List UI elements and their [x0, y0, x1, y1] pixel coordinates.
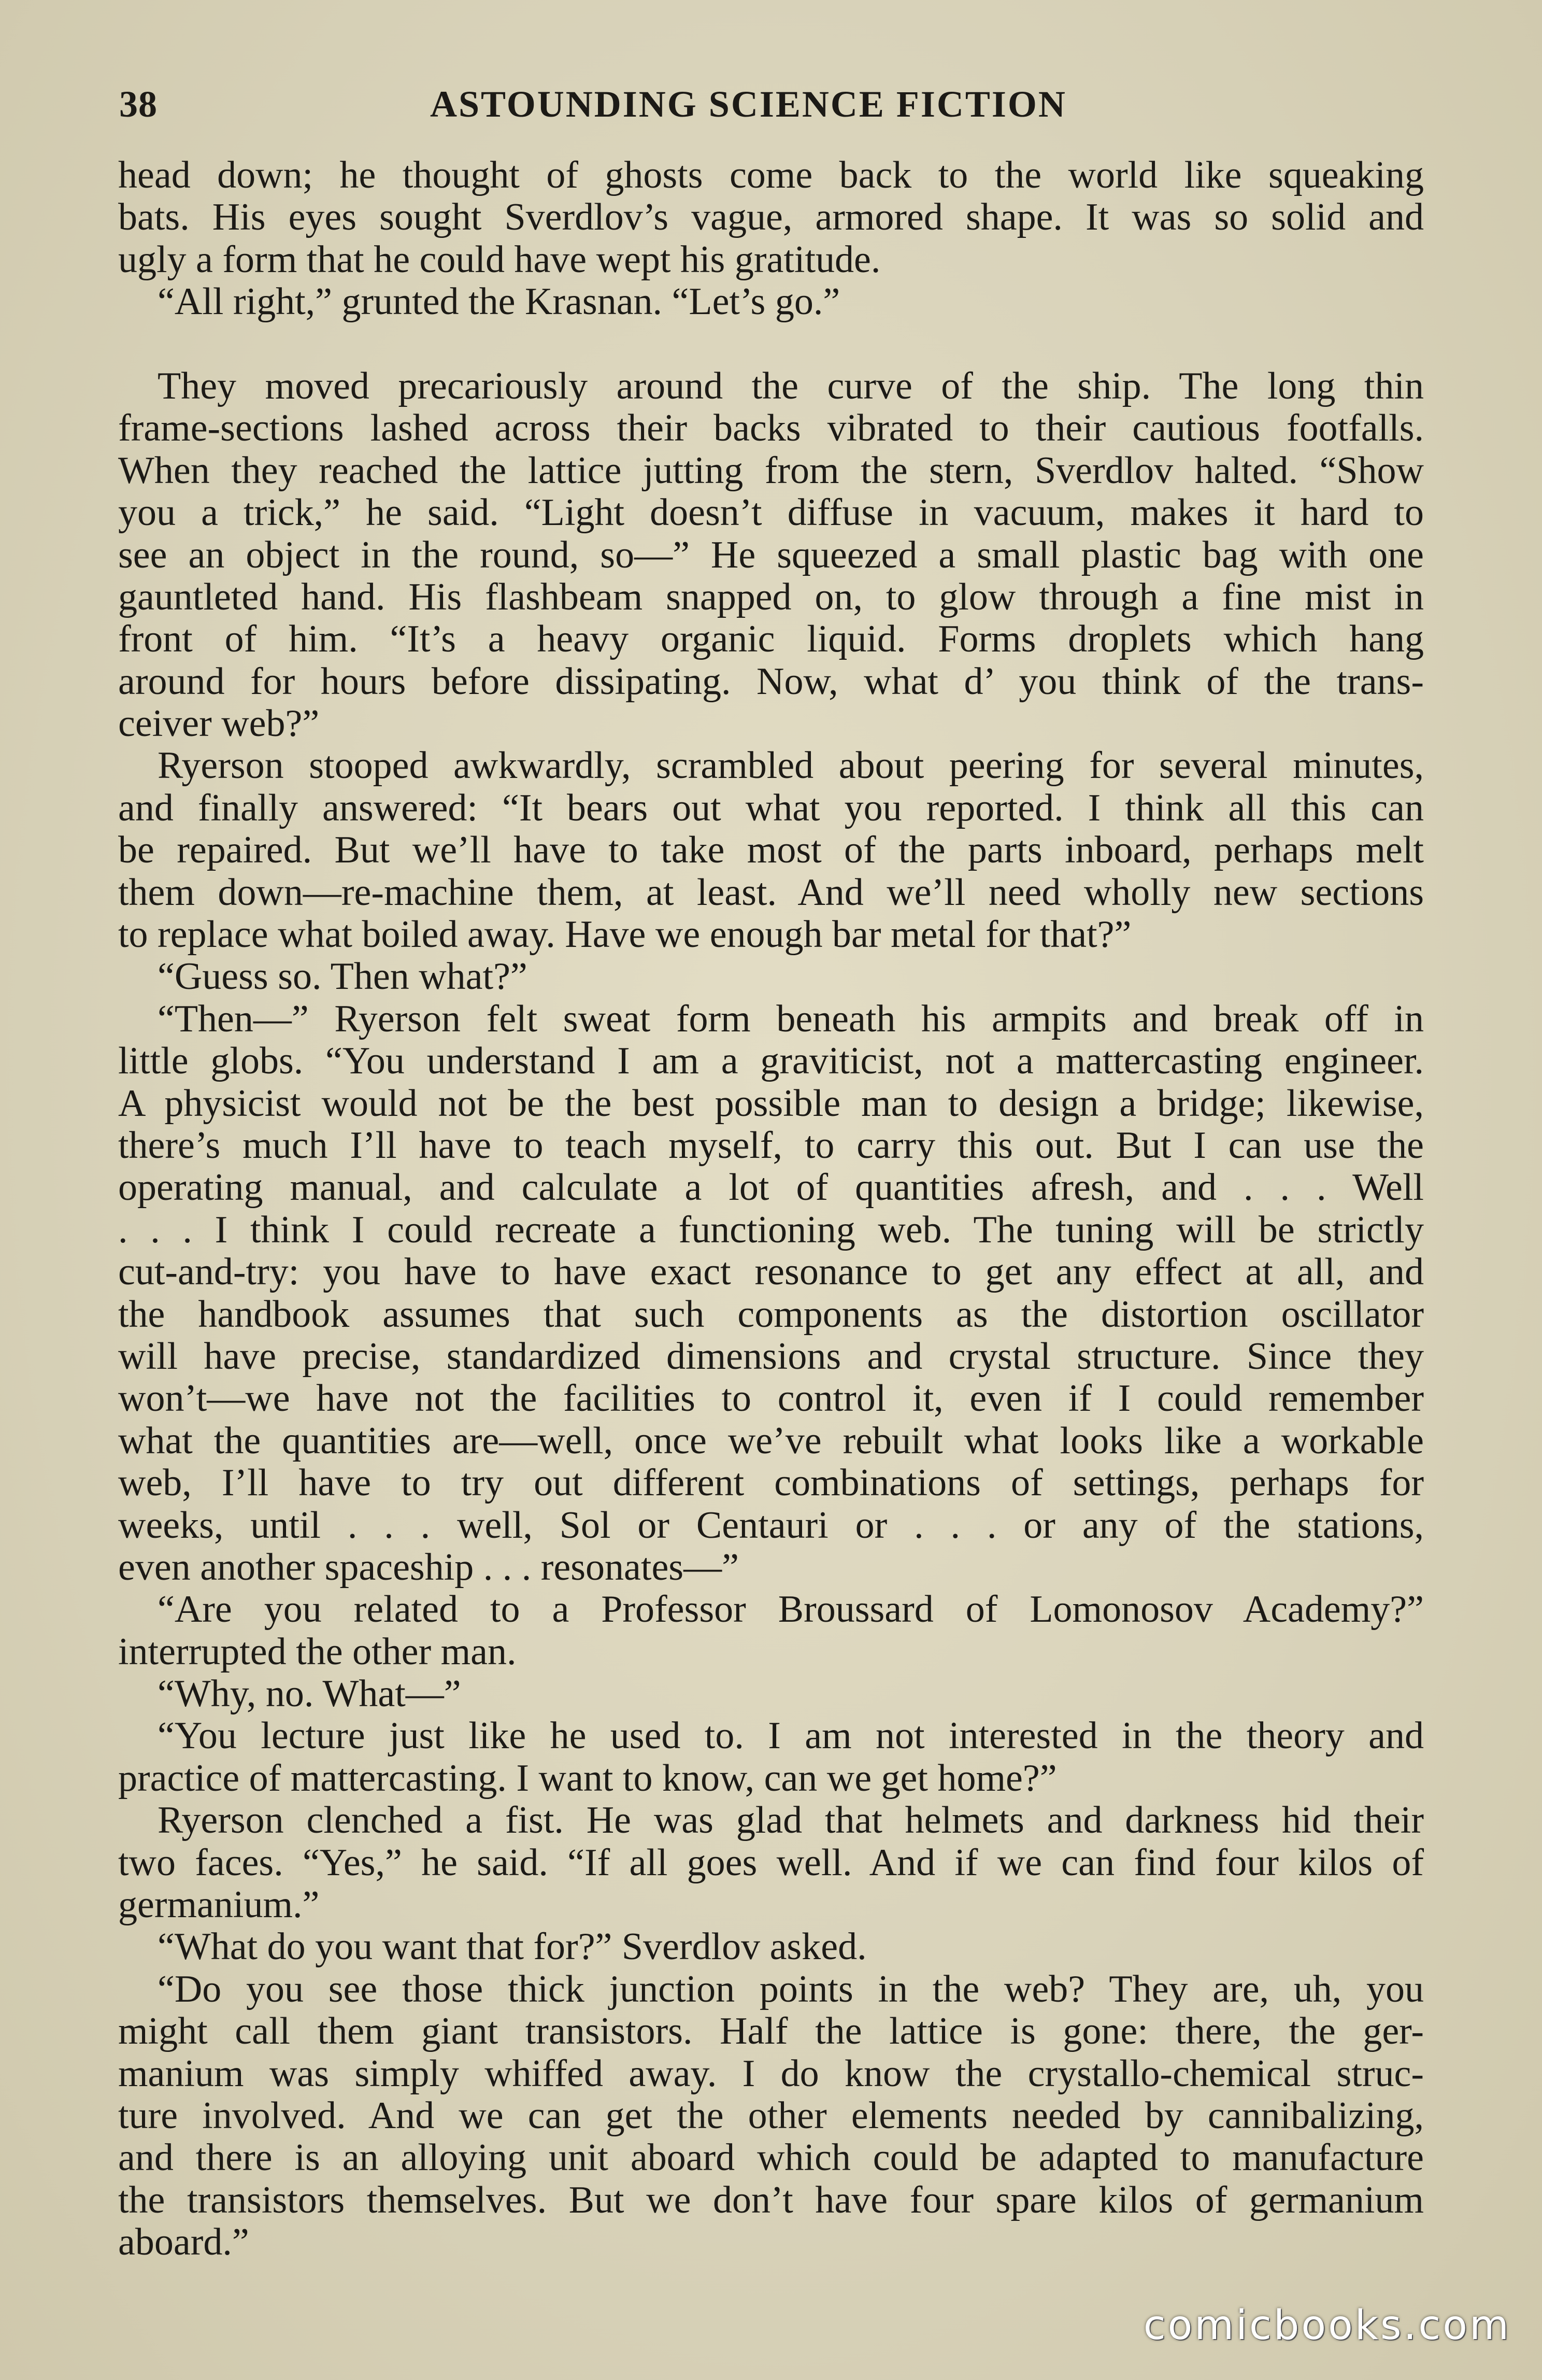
text-line: “All right,” grunted the Krasnan. “Let’s go.”: [158, 280, 840, 323]
text-line: “What do you want that for?” Sverdlov asked.: [158, 1925, 867, 1968]
text-line: and there is an alloying unit aboard which could be adapted to manufacture: [118, 2136, 1424, 2179]
text-line: gauntleted hand. His flashbeam snapped on, to glow through a fine mist in: [118, 575, 1424, 618]
text-line: to replace what boiled away. Have we enough bar metal for that?”: [118, 913, 1132, 956]
running-head: ASTOUNDING SCIENCE FICTION: [430, 83, 1067, 125]
text-line: weeks, until . . . well, Sol or Centauri or . . . or any of the stations,: [118, 1504, 1424, 1547]
text-line: interrupted the other man.: [118, 1630, 517, 1673]
text-line: won’t—we have not the facilities to control it, even if I could remember: [118, 1377, 1424, 1420]
text-line: They moved precariously around the curve of the ship. The long thin: [158, 364, 1424, 407]
text-line: “Guess so. Then what?”: [158, 955, 527, 998]
text-line: and finally answered: “It bears out what you reported. I think all this can: [118, 786, 1424, 829]
text-line: you a trick,” he said. “Light doesn’t diffuse in vacuum, makes it hard to: [118, 491, 1424, 534]
text-line: be repaired. But we’ll have to take most of the parts inboard, perhaps melt: [118, 829, 1424, 872]
text-line: aboard.”: [118, 2221, 249, 2264]
text-line: them down—re-machine them, at least. And we’ll need wholly new sections: [118, 871, 1424, 914]
text-line: . . . I think I could recreate a functioning web. The tuning will be strictly: [118, 1208, 1424, 1251]
text-line: the handbook assumes that such components as the distortion oscillator: [118, 1293, 1424, 1336]
page-number: 38: [119, 83, 158, 125]
text-line: front of him. “It’s a heavy organic liquid. Forms droplets which hang: [118, 618, 1424, 661]
watermark: comicbooks.com: [1143, 2302, 1511, 2349]
text-line: “You lecture just like he used to. I am not interested in the theory and: [158, 1715, 1424, 1758]
text-line: ugly a form that he could have wept his gratitude.: [118, 238, 881, 281]
text-line: practice of mattercasting. I want to know, can we get home?”: [118, 1756, 1057, 1800]
text-line: ture involved. And we can get the other elements needed by cannibalizing,: [118, 2094, 1424, 2137]
text-line: the transistors themselves. But we don’t have four spare kilos of germanium: [118, 2178, 1424, 2221]
text-line: ceiver web?”: [118, 702, 320, 745]
text-line: see an object in the round, so—” He squeezed a small plastic bag with one: [118, 533, 1424, 576]
text-line: bats. His eyes sought Sverdlov’s vague, armored shape. It was so solid and: [118, 196, 1424, 239]
text-line: “Why, no. What—”: [158, 1673, 461, 1716]
text-line: cut-and-try: you have to have exact resonance to get any effect at all, and: [118, 1251, 1424, 1294]
text-line: around for hours before dissipating. Now, what d’ you think of the trans-: [118, 660, 1424, 703]
story-text: [118, 154, 1424, 2264]
text-line: web, I’ll have to try out different combinations of settings, perhaps for: [118, 1462, 1424, 1505]
text-line: “Do you see those thick junction points in the web? They are, uh, you: [158, 1967, 1424, 2010]
text-line: two faces. “Yes,” he said. “If all goes well. And if we can find four kilos of: [118, 1841, 1424, 1884]
text-line: operating manual, and calculate a lot of quantities afresh, and . . . Well: [118, 1166, 1424, 1209]
text-line: head down; he thought of ghosts come back to the world like squeaking: [118, 154, 1424, 196]
text-line: little globs. “You understand I am a graviticist, not a mattercasting engineer.: [118, 1040, 1424, 1083]
text-line: even another spaceship . . . resonates—”: [118, 1546, 739, 1589]
text-line: “Are you related to a Professor Broussard of Lomonosov Academy?”: [158, 1588, 1424, 1631]
paragraph-gap: [118, 323, 1424, 365]
text-line: A physicist would not be the best possible man to design a bridge; likewise,: [118, 1082, 1424, 1125]
text-line: Ryerson stooped awkwardly, scrambled about peering for several minutes,: [158, 744, 1424, 787]
text-line: Ryerson clenched a fist. He was glad that helmets and darkness hid their: [158, 1799, 1424, 1842]
text-line: frame-sections lashed across their backs vibrated to their cautious footfalls.: [118, 407, 1424, 450]
text-line: manium was simply whiffed away. I do know the crystallo-chemical struc-: [118, 2052, 1424, 2095]
text-line: When they reached the lattice jutting from the stern, Sverdlov halted. “Show: [118, 449, 1424, 492]
text-line: there’s much I’ll have to teach myself, to carry this out. But I can use the: [118, 1124, 1424, 1167]
text-line: germanium.”: [118, 1883, 320, 1926]
text-line: will have precise, standardized dimensions and crystal structure. Since they: [118, 1335, 1424, 1378]
text-line: “Then—” Ryerson felt sweat form beneath his armpits and break off in: [158, 997, 1424, 1040]
text-line: might call them giant transistors. Half the lattice is gone: there, the ger-: [118, 2010, 1424, 2053]
text-line: what the quantities are—well, once we’ve rebuilt what looks like a workable: [118, 1419, 1424, 1462]
page-header: [119, 83, 1446, 140]
